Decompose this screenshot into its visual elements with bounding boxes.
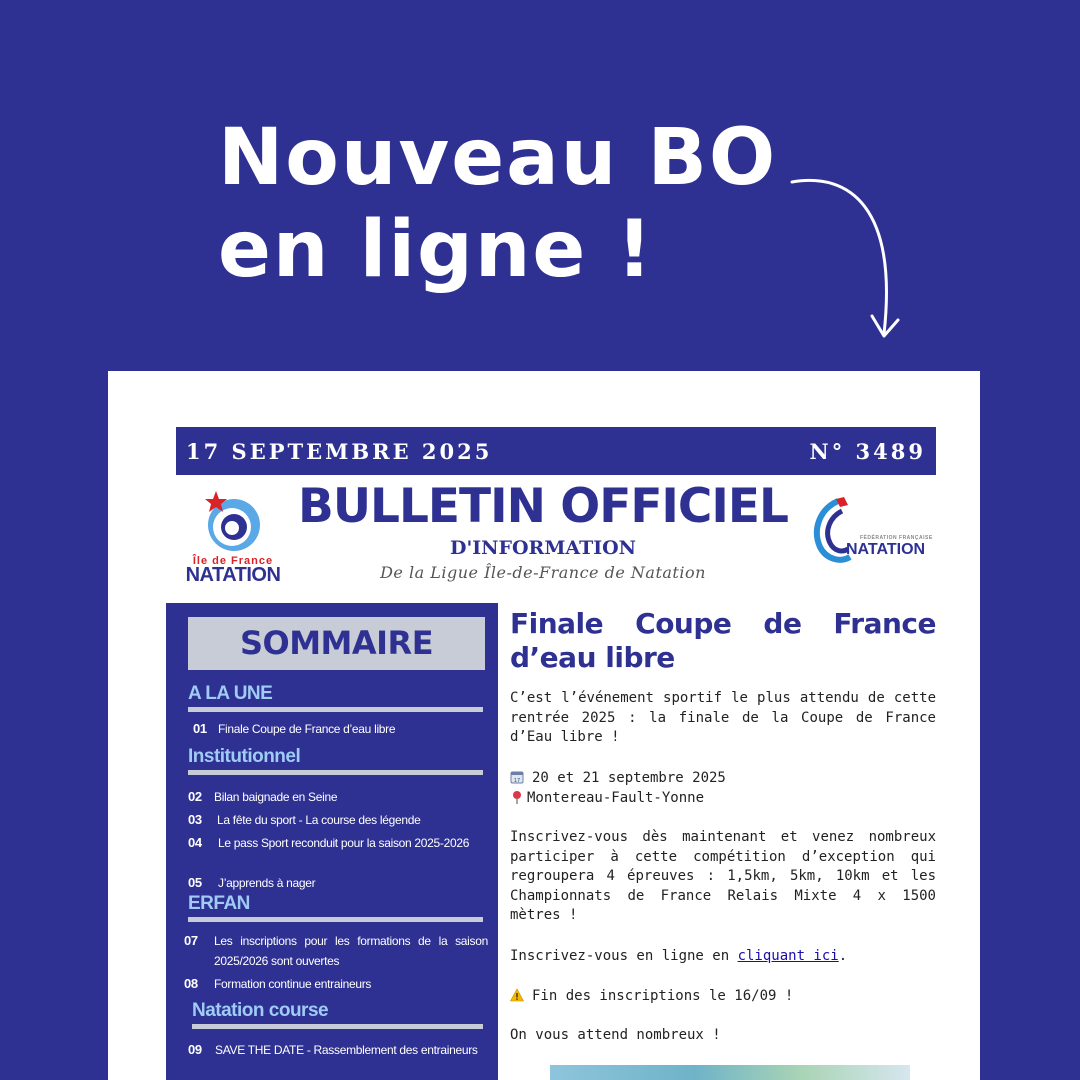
article-title-line-2: d’eau libre [510, 641, 675, 674]
bulletin-tagline: De la Ligue Île-de-France de Natation [380, 563, 706, 582]
item-number: 04 [188, 835, 202, 850]
article-dates-line [510, 769, 936, 789]
item-number: 01 [193, 721, 207, 736]
article-deadline-line [510, 987, 936, 1007]
item-text: J’apprends à nager [218, 876, 316, 890]
headline-line-2: en ligne ! [218, 205, 655, 295]
ffn-natation-logo [808, 495, 938, 575]
sommaire-item[interactable] [184, 931, 488, 971]
item-text: Les inscriptions pour les formations de la saison 2025/2026 sont ouvertes [214, 934, 488, 968]
item-text: Finale Coupe de France d’eau libre [218, 722, 396, 736]
date-bar [176, 427, 936, 475]
ile-de-france-natation-logo [176, 485, 286, 585]
item-text: Bilan baignade en Seine [214, 790, 338, 804]
article-register [510, 947, 936, 967]
item-number: 03 [188, 812, 202, 827]
headline [218, 112, 777, 296]
logo-right-federation: FÉDÉRATION FRANÇAISE [860, 535, 933, 541]
svg-text:17: 17 [513, 778, 521, 784]
sommaire-item[interactable] [188, 833, 490, 853]
item-text: La fête du sport - La course des légende [217, 813, 421, 827]
item-text: SAVE THE DATE - Rassemblement des entraineurs [215, 1043, 478, 1057]
article-title-line-1: Finale Coupe de France [510, 607, 936, 640]
headline-line-1: Nouveau BO [218, 113, 778, 203]
sommaire-item[interactable] [188, 787, 488, 807]
swirl-logo-icon [196, 487, 266, 553]
item-number: 07 [184, 933, 198, 948]
bulletin-subtitle: D'INFORMATION [449, 537, 637, 559]
warning-icon [510, 988, 524, 1002]
article-image [550, 1065, 910, 1080]
sommaire-item[interactable] [188, 1040, 484, 1060]
section-divider [188, 917, 483, 922]
item-text: Le pass Sport reconduit pour la saison 2025-2026 [218, 836, 470, 850]
logo-right-name: NATATION [846, 541, 926, 558]
article-title [510, 607, 936, 675]
section-divider [188, 770, 483, 775]
logo-left-region: Île de France [192, 555, 274, 567]
item-number: 09 [188, 1042, 202, 1057]
sommaire-item[interactable] [184, 974, 488, 994]
issue-date: 17 SEPTEMBRE 2025 [186, 438, 493, 464]
item-number: 05 [188, 875, 202, 890]
section-title-erfan: ERFAN [188, 893, 250, 914]
register-suffix: . [838, 948, 848, 964]
sommaire-item[interactable] [188, 810, 488, 830]
curved-arrow-icon [780, 170, 920, 350]
location-pin-icon [510, 790, 524, 804]
sommaire-item[interactable] [188, 873, 488, 893]
register-prefix: Inscrivez-vous en ligne en [510, 948, 738, 964]
section-title-institutionnel: Institutionnel [188, 746, 301, 767]
article-intro: C’est l’événement sportif le plus attendu de cette rentrée 2025 : la finale de la Coupe de France d’Eau libre ! [510, 690, 936, 745]
article-location-line [510, 789, 936, 809]
article-location: Montereau-Fault-Yonne [527, 790, 705, 806]
article-closing: On vous attend nombreux ! [510, 1027, 721, 1043]
item-number: 02 [188, 789, 202, 804]
bulletin-page [108, 371, 980, 1080]
sommaire-item[interactable] [193, 719, 483, 739]
item-number: 08 [184, 976, 198, 991]
section-divider [188, 707, 483, 712]
article-body: Inscrivez-vous dès maintenant et venez nombreux participer à cette compétition d’exception qui regroupera 4 épreuves : 1,5km, 5km, 10km et les Championnats de France Relais Mixte 4 x 1500 mètres ! [510, 829, 936, 923]
sommaire-title: SOMMAIRE [188, 617, 485, 670]
bulletin-title: BULLETIN OFFICIEL [298, 479, 788, 534]
article-deadline: Fin des inscriptions le 16/09 ! [532, 988, 794, 1004]
article-dates: 20 et 21 septembre 2025 [532, 770, 726, 786]
logo-left-name: NATATION [185, 564, 281, 586]
section-title-natation-course: Natation course [192, 1000, 329, 1021]
item-text: Formation continue entraineurs [214, 977, 372, 991]
calendar-icon [510, 770, 524, 784]
issue-number: N° 3489 [809, 438, 926, 464]
sommaire-panel [166, 603, 498, 1080]
section-title-a-la-une: A LA UNE [188, 683, 273, 704]
register-link[interactable]: cliquant ici [737, 948, 839, 964]
section-divider [192, 1024, 483, 1029]
